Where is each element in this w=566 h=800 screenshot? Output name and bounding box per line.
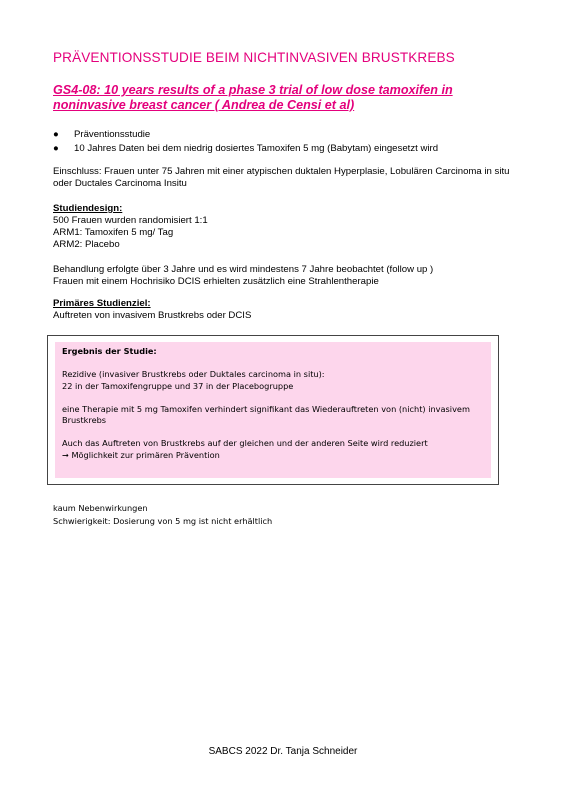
schwierigkeit-text: Schwierigkeit: Dosierung von 5 mg ist nicht erhältlich (53, 515, 273, 526)
ergebnis-heading: Ergebnis der Studie: (62, 346, 157, 356)
studienziel-section (53, 298, 523, 322)
ergebnis-line: Rezidive (invasiver Brustkrebs oder Duktales carcinoma in situ): (62, 369, 325, 379)
einschluss-text: Einschluss: Frauen unter 75 Jahren mit einer atypischen duktalen Hyperplasie, Lobulären Carcinoma in situ oder Ductales Carcinoma Insitu (53, 166, 510, 189)
studiendesign-line: ARM1: Tamoxifen 5 mg/ Tag (53, 227, 174, 238)
ergebnis-line: eine Therapie mit 5 mg Tamoxifen verhindert signifikant das Wiederauftreten von (nicht) invasivem (62, 403, 470, 414)
ergebnis-line: ➞ Möglichkeit zur primären Prävention (62, 449, 220, 460)
ergebnis-line: 22 in der Tamoxifengruppe und 37 in der Placebogruppe (62, 380, 294, 391)
behandlung-line: Frauen mit einem Hochrisiko DCIS erhielten zusätzlich eine Strahlentherapie (53, 276, 379, 287)
list-item (53, 128, 438, 142)
bullet-icon: ● (53, 129, 59, 140)
bullet-text: 10 Jahres Daten bei dem niedrig dosiertes Tamoxifen 5 mg (Babytam) eingesetzt wird (74, 143, 439, 154)
studiendesign-heading: Studiendesign: (53, 203, 123, 214)
studiendesign-section (53, 203, 523, 251)
behandlung-section (53, 264, 523, 288)
bullet-icon: ● (53, 143, 59, 154)
studiendesign-line: ARM2: Placebo (53, 239, 120, 250)
studiendesign-line: 500 Frauen wurden randomisiert 1:1 (53, 215, 208, 226)
study-subtitle: GS4-08: 10 years results of a phase 3 trial of low dose tamoxifen in noninvasive breast cancer ( Andrea de Censi et al) (53, 83, 453, 112)
list-item (53, 142, 438, 156)
page-footer: SABCS 2022 Dr. Tanja Schneider (208, 746, 358, 757)
ergebnis-line: Brustkrebs (62, 415, 107, 425)
ergebnis-box (47, 335, 499, 485)
ergebnis-line: Auch das Auftreten von Brustkrebs auf der gleichen und der anderen Seite wird reduziert (62, 438, 428, 448)
bullet-text: Präventionsstudie (74, 129, 151, 140)
after-box-section (53, 502, 272, 527)
studienziel-text: Auftreten von invasivem Brustkrebs oder DCIS (53, 310, 252, 321)
bullet-list (53, 128, 438, 156)
page-title: PRÄVENTIONSSTUDIE BEIM NICHTINVASIVEN BRUSTKREBS (53, 50, 455, 65)
nebenwirkungen-text: kaum Nebenwirkungen (53, 503, 148, 513)
behandlung-line: Behandlung erfolgte über 3 Jahre und es wird mindestens 7 Jahre beobachtet (follow up ) (53, 264, 434, 275)
studienziel-heading: Primäres Studienziel: (53, 298, 151, 309)
ergebnis-box-content (55, 342, 491, 478)
